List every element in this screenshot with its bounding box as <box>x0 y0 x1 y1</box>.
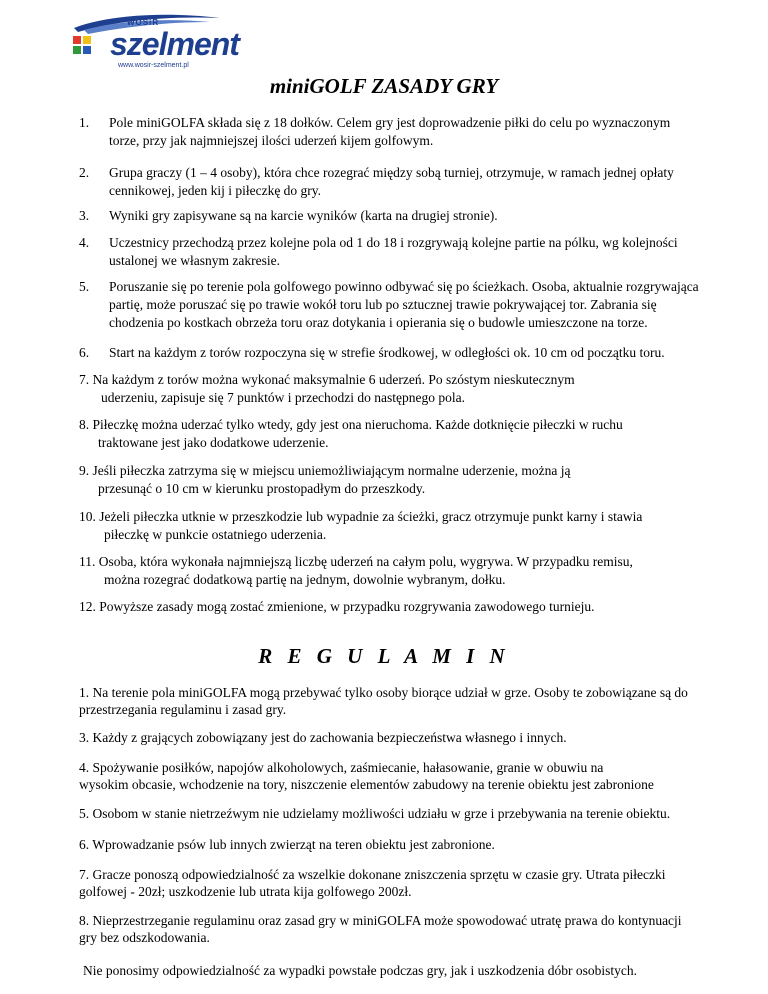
rule-item-11 <box>79 553 633 570</box>
rule-item-8 <box>79 416 623 433</box>
regulation-text-line: gry bez odszkodowania. <box>79 930 210 945</box>
rules-title: miniGOLF ZASADY GRY <box>269 74 499 98</box>
rule-number: 3. <box>79 208 90 223</box>
rule-item-12 <box>79 598 594 615</box>
rule-number: 5. <box>79 279 90 294</box>
rule-text-line: Jeśli piłeczka zatrzyma się w miejscu uniemożliwiającym normalne uderzenie, można ją <box>92 463 571 478</box>
regulation-item-liability <box>83 962 637 979</box>
rule-number: 2. <box>79 165 90 180</box>
rule-item-11-continuation: można rozegrać dodatkową partię na jednym, dowolnie wybranym, dołku. <box>104 572 506 587</box>
rule-text-line: torze, przy jak najmniejszej ilości uderzeń kijem golfowym. <box>109 133 434 148</box>
rule-number: 1. <box>79 115 90 130</box>
regulation-item-5 <box>79 805 670 822</box>
regulation-item-7 <box>79 866 666 900</box>
regulation-text-line: 8. Nieprzestrzeganie regulaminu oraz zasad gry w miniGOLFA może spowodować utratę prawa do kontynuacji <box>79 913 682 928</box>
rule-item-9 <box>79 462 570 479</box>
wosir-szelment-logo <box>70 12 239 72</box>
rule-number: 7. <box>79 372 90 387</box>
regulation-text-line: 6. Wprowadzanie psów lub innych zwierząt na teren obiektu jest zabronione. <box>79 837 495 852</box>
regulation-text-line: 5. Osobom w stanie nietrzeźwym nie udzielamy możliwości udziału w grze i przebywania na terenie obiektu. <box>79 806 671 821</box>
rule-item-10-continuation: piłeczkę w punkcie ostatniego uderzenia. <box>104 527 327 542</box>
regulation-item-4 <box>79 759 654 793</box>
rule-text-line: Piłeczkę można uderzać tylko wtedy, gdy jest ona nieruchoma. Każde dotknięcie piłeczki w ruchu <box>92 417 623 432</box>
regulation-item-8 <box>79 912 682 946</box>
regulation-text-line: przestrzegania regulaminu i zasad gry. <box>79 702 287 717</box>
regulation-text-line: Nie ponosimy odpowiedzialność za wypadki powstałe podczas gry, jak i uszkodzenia dóbr osobistych. <box>83 963 637 978</box>
rule-text-line: chodzenia po kostkach obrzeża toru oraz dotykania i opierania się o budowle umieszczone na torze. <box>109 315 648 330</box>
rule-item-8-continuation: traktowane jest jako dodatkowe uderzenie. <box>98 435 329 450</box>
regulations-title: R E G U L A M I N <box>258 644 510 668</box>
rule-text-line: Grupa graczy (1 – 4 osoby), która chce rozegrać między sobą turniej, otrzymuje, w ramach jednej opłaty <box>109 165 674 180</box>
rule-text-line: Osoba, która wykonała najmniejszą liczbę uderzeń na całym polu, wygrywa. W przypadku remisu, <box>98 554 633 569</box>
regulation-item-1 <box>79 684 688 718</box>
logo-name-text: szelment <box>110 26 239 62</box>
rule-text-line: Na każdym z torów można wykonać maksymalnie 6 uderzeń. Po szóstym nieskutecznym <box>92 372 575 387</box>
rule-text-line: Jeżeli piłeczka utknie w przeszkodzie lub wypadnie za ścieżki, gracz otrzymuje punkt karny i stawia <box>99 509 643 524</box>
rule-text-line: Poruszanie się po terenie pola golfowego powinno odbywać się po ścieżkach. Osoba, aktualnie rozgrywająca <box>109 279 699 294</box>
rule-text-line: Pole miniGOLFA składa się z 18 dołków. Celem gry jest doprowadzenie piłki do celu po wyznaczonym <box>109 115 671 130</box>
regulation-item-3 <box>79 729 567 746</box>
regulation-text-line: 1. Na terenie pola miniGOLFA mogą przebywać tylko osoby biorące udział w grze. Osoby te zobowiązane są do <box>79 685 688 700</box>
logo-wosir-text: WOSiR <box>127 18 160 27</box>
rule-item-7-continuation: uderzeniu, zapisuje się 7 punktów i przechodzi do następnego pola. <box>101 390 466 405</box>
rule-item-9-continuation: przesunąć o 10 cm w kierunku prostopadłym do przeszkody. <box>98 481 426 496</box>
rule-number: 11. <box>79 554 96 569</box>
rule-number: 8. <box>79 417 90 432</box>
logo-url-text: www.wosir-szelment.pl <box>118 62 189 69</box>
rule-text-line: Wyniki gry zapisywane są na karcie wyników (karta na drugiej stronie). <box>109 208 498 223</box>
regulation-item-6 <box>79 836 495 853</box>
rule-item-7 <box>79 371 575 388</box>
rule-text-line: partię, może poruszać się po trawie wokół toru lub po sztucznej trawie pokrywającej tor. Zabrania się <box>109 297 657 312</box>
rule-number: 10. <box>79 509 96 524</box>
regulation-text-line: 7. Gracze ponoszą odpowiedzialność za wszelkie dokonane zniszczenia sprzętu w czasie gry. Utrata piłeczki <box>79 867 666 882</box>
regulation-text-line: golfowej - 20zł; uszkodzenie lub utrata kija golfowego 200zł. <box>79 884 412 899</box>
rule-number: 9. <box>79 463 90 478</box>
rule-text-line: cennikowej, jeden kij i piłeczkę do gry. <box>109 183 322 198</box>
rule-item-10 <box>79 508 642 525</box>
rule-text-line: ustalonej we własnym zakresie. <box>109 253 280 268</box>
rule-text-line: Powyższe zasady mogą zostać zmienione, w przypadku rozgrywania zawodowego turnieju. <box>99 599 595 614</box>
rule-text-line: Uczestnicy przechodzą przez kolejne pola od 1 do 18 i rozgrywają kolejne partie na pólku, wg kolejności <box>109 235 678 250</box>
rule-number: 6. <box>79 345 90 360</box>
regulation-text-line: 3. Każdy z grających zobowiązany jest do zachowania bezpieczeństwa własnego i innych. <box>79 730 567 745</box>
regulation-text-line: 4. Spożywanie posiłków, napojów alkoholowych, zaśmiecanie, hałasowanie, granie w obuwiu na <box>79 760 604 775</box>
regulation-text-line: wysokim obcasie, wchodzenie na tory, niszczenie elementów zabudowy na terenie obiektu jest zabronione <box>79 777 654 792</box>
rule-number: 12. <box>79 599 96 614</box>
rule-number: 4. <box>79 235 90 250</box>
rule-text-line: Start na każdym z torów rozpoczyna się w strefie środkowej, w odległości ok. 10 cm od początku toru. <box>109 345 665 360</box>
